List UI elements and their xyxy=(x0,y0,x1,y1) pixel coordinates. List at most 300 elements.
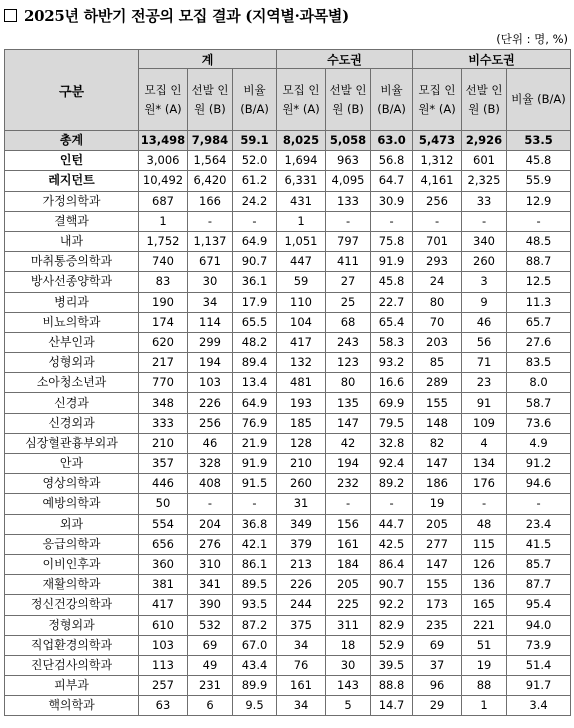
cell-value: 109 xyxy=(462,413,507,433)
row-label: 비뇨의학과 xyxy=(5,312,139,332)
cell-value: 5 xyxy=(326,696,371,716)
row-label: 가정의학과 xyxy=(5,191,139,211)
cell-value: 34 xyxy=(277,635,326,655)
cell-value: 103 xyxy=(139,635,188,655)
cell-value: 1,752 xyxy=(139,231,188,251)
row-label: 심장혈관흉부외과 xyxy=(5,433,139,453)
cell-value: 65.4 xyxy=(371,312,413,332)
cell-value: - xyxy=(507,211,571,231)
row-label: 정신건강의학과 xyxy=(5,595,139,615)
cell-value: 92.2 xyxy=(371,595,413,615)
cell-value: 620 xyxy=(139,332,188,352)
header-category: 구분 xyxy=(5,50,139,131)
cell-value: 76 xyxy=(277,655,326,675)
cell-value: 194 xyxy=(326,454,371,474)
cell-value: 55.9 xyxy=(507,171,571,191)
cell-value: 45.8 xyxy=(371,272,413,292)
row-label: 인턴 xyxy=(5,151,139,171)
cell-value: 46 xyxy=(188,433,233,453)
cell-value: 289 xyxy=(413,373,462,393)
cell-value: 204 xyxy=(188,514,233,534)
cell-value: 447 xyxy=(277,252,326,272)
cell-value: 5,473 xyxy=(413,131,462,151)
header-group-total: 계 xyxy=(139,50,277,69)
cell-value: 554 xyxy=(139,514,188,534)
header-group-capital: 수도권 xyxy=(277,50,413,69)
cell-value: 64.9 xyxy=(233,231,277,251)
cell-value: 42 xyxy=(326,433,371,453)
table-row xyxy=(5,635,571,655)
cell-value: 39.5 xyxy=(371,655,413,675)
cell-value: 89.9 xyxy=(233,676,277,696)
cell-value: 1 xyxy=(462,696,507,716)
cell-value: 134 xyxy=(462,454,507,474)
cell-value: 48 xyxy=(462,514,507,534)
cell-value: 186 xyxy=(413,474,462,494)
cell-value: 30 xyxy=(326,655,371,675)
row-label: 이비인후과 xyxy=(5,554,139,574)
cell-value: 4,161 xyxy=(413,171,462,191)
cell-value: 5,058 xyxy=(326,131,371,151)
cell-value: 52.9 xyxy=(371,635,413,655)
cell-value: 30 xyxy=(188,272,233,292)
cell-value: 19 xyxy=(413,494,462,514)
cell-value: 45.8 xyxy=(507,151,571,171)
table-row xyxy=(5,292,571,312)
cell-value: 95.4 xyxy=(507,595,571,615)
cell-value: 31 xyxy=(277,494,326,514)
cell-value: 63.0 xyxy=(371,131,413,151)
cell-value: 73.9 xyxy=(507,635,571,655)
cell-value: 276 xyxy=(188,534,233,554)
cell-value: 76.9 xyxy=(233,413,277,433)
cell-value: 27 xyxy=(326,272,371,292)
cell-value: 24 xyxy=(413,272,462,292)
cell-value: 91.9 xyxy=(371,252,413,272)
table-row xyxy=(5,534,571,554)
cell-value: - xyxy=(413,211,462,231)
cell-value: 155 xyxy=(413,393,462,413)
cell-value: 48.5 xyxy=(507,231,571,251)
cell-value: 235 xyxy=(413,615,462,635)
table-row xyxy=(5,454,571,474)
cell-value: 4 xyxy=(462,433,507,453)
cell-value: 333 xyxy=(139,413,188,433)
table-row xyxy=(5,514,571,534)
cell-value: 1,564 xyxy=(188,151,233,171)
table-row xyxy=(5,353,571,373)
row-label: 진단검사의학과 xyxy=(5,655,139,675)
unit-note: (단위 : 명, %) xyxy=(496,32,568,46)
cell-value: 2,325 xyxy=(462,171,507,191)
cell-value: 65.7 xyxy=(507,312,571,332)
cell-value: 256 xyxy=(188,413,233,433)
cell-value: 299 xyxy=(188,332,233,352)
cell-value: 203 xyxy=(413,332,462,352)
cell-value: 1 xyxy=(277,211,326,231)
cell-value: 89.5 xyxy=(233,575,277,595)
cell-value: 190 xyxy=(139,292,188,312)
table-row xyxy=(5,554,571,574)
row-label: 결핵과 xyxy=(5,211,139,231)
cell-value: 147 xyxy=(326,413,371,433)
cell-value: 147 xyxy=(413,454,462,474)
cell-value: 103 xyxy=(188,373,233,393)
table-row xyxy=(5,171,571,191)
cell-value: 46 xyxy=(462,312,507,332)
cell-value: 136 xyxy=(462,575,507,595)
cell-value: 12.9 xyxy=(507,191,571,211)
header-sub-ratio: 비율 (B/A) xyxy=(371,69,413,131)
cell-value: 86.1 xyxy=(233,554,277,574)
cell-value: - xyxy=(371,494,413,514)
row-label: 핵의학과 xyxy=(5,696,139,716)
cell-value: 165 xyxy=(462,595,507,615)
row-label: 재활의학과 xyxy=(5,575,139,595)
cell-value: 79.5 xyxy=(371,413,413,433)
cell-value: 10,492 xyxy=(139,171,188,191)
cell-value: 126 xyxy=(462,554,507,574)
header-sub-ratio: 비율 (B/A) xyxy=(233,69,277,131)
cell-value: 205 xyxy=(326,575,371,595)
cell-value: 260 xyxy=(462,252,507,272)
header-sub-selected: 선발 인원 (B) xyxy=(462,69,507,131)
cell-value: 51 xyxy=(462,635,507,655)
cell-value: 132 xyxy=(277,353,326,373)
table-row xyxy=(5,252,571,272)
cell-value: 87.7 xyxy=(507,575,571,595)
cell-value: 156 xyxy=(326,514,371,534)
cell-value: 210 xyxy=(277,454,326,474)
cell-value: 86.4 xyxy=(371,554,413,574)
cell-value: 75.8 xyxy=(371,231,413,251)
table-row xyxy=(5,413,571,433)
cell-value: 48.2 xyxy=(233,332,277,352)
cell-value: 64.9 xyxy=(233,393,277,413)
cell-value: 3 xyxy=(462,272,507,292)
cell-value: 93.2 xyxy=(371,353,413,373)
header-sub-selected: 선발 인원 (B) xyxy=(188,69,233,131)
row-label: 피부과 xyxy=(5,676,139,696)
table-row xyxy=(5,655,571,675)
cell-value: 88.8 xyxy=(371,676,413,696)
table-row xyxy=(5,595,571,615)
header-sub-recruit: 모집 인원* (A) xyxy=(139,69,188,131)
cell-value: 217 xyxy=(139,353,188,373)
row-label: 내과 xyxy=(5,231,139,251)
cell-value: 43.4 xyxy=(233,655,277,675)
cell-value: 446 xyxy=(139,474,188,494)
cell-value: 61.2 xyxy=(233,171,277,191)
cell-value: 226 xyxy=(277,575,326,595)
cell-value: 53.5 xyxy=(507,131,571,151)
table-row xyxy=(5,696,571,716)
cell-value: 176 xyxy=(462,474,507,494)
cell-value: - xyxy=(188,211,233,231)
row-label: 총계 xyxy=(5,131,139,151)
cell-value: 12.5 xyxy=(507,272,571,292)
cell-value: - xyxy=(507,494,571,514)
cell-value: 68 xyxy=(326,312,371,332)
cell-value: 44.7 xyxy=(371,514,413,534)
row-label: 영상의학과 xyxy=(5,474,139,494)
cell-value: 256 xyxy=(413,191,462,211)
cell-value: - xyxy=(188,494,233,514)
table-row xyxy=(5,211,571,231)
cell-value: 85 xyxy=(413,353,462,373)
cell-value: 115 xyxy=(462,534,507,554)
cell-value: 58.3 xyxy=(371,332,413,352)
cell-value: 64.7 xyxy=(371,171,413,191)
cell-value: 27.6 xyxy=(507,332,571,352)
cell-value: - xyxy=(371,211,413,231)
header-sub-recruit: 모집 인원* (A) xyxy=(277,69,326,131)
row-label: 병리과 xyxy=(5,292,139,312)
table-row xyxy=(5,433,571,453)
cell-value: 226 xyxy=(188,393,233,413)
row-label: 방사선종양학과 xyxy=(5,272,139,292)
cell-value: 205 xyxy=(413,514,462,534)
cell-value: 340 xyxy=(462,231,507,251)
cell-value: 18 xyxy=(326,635,371,655)
cell-value: 23.4 xyxy=(507,514,571,534)
cell-value: 19 xyxy=(462,655,507,675)
cell-value: 94.6 xyxy=(507,474,571,494)
cell-value: 89.4 xyxy=(233,353,277,373)
cell-value: 69.9 xyxy=(371,393,413,413)
cell-value: 257 xyxy=(139,676,188,696)
cell-value: 166 xyxy=(188,191,233,211)
cell-value: 4,095 xyxy=(326,171,371,191)
row-label: 신경외과 xyxy=(5,413,139,433)
cell-value: 147 xyxy=(413,554,462,574)
cell-value: 69 xyxy=(413,635,462,655)
cell-value: 17.9 xyxy=(233,292,277,312)
cell-value: 431 xyxy=(277,191,326,211)
cell-value: 59 xyxy=(277,272,326,292)
cell-value: 244 xyxy=(277,595,326,615)
cell-value: 33 xyxy=(462,191,507,211)
cell-value: 184 xyxy=(326,554,371,574)
row-label: 레지던트 xyxy=(5,171,139,191)
cell-value: 213 xyxy=(277,554,326,574)
cell-value: 390 xyxy=(188,595,233,615)
cell-value: 687 xyxy=(139,191,188,211)
table-row xyxy=(5,151,571,171)
cell-value: 381 xyxy=(139,575,188,595)
cell-value: 89.2 xyxy=(371,474,413,494)
cell-value: 63 xyxy=(139,696,188,716)
cell-value: 232 xyxy=(326,474,371,494)
cell-value: 32.8 xyxy=(371,433,413,453)
cell-value: 96 xyxy=(413,676,462,696)
cell-value: 85.7 xyxy=(507,554,571,574)
cell-value: 91.2 xyxy=(507,454,571,474)
cell-value: 36.1 xyxy=(233,272,277,292)
cell-value: 408 xyxy=(188,474,233,494)
cell-value: 13,498 xyxy=(139,131,188,151)
table-row xyxy=(5,615,571,635)
cell-value: 193 xyxy=(277,393,326,413)
cell-value: 80 xyxy=(326,373,371,393)
cell-value: 110 xyxy=(277,292,326,312)
cell-value: 87.2 xyxy=(233,615,277,635)
cell-value: 481 xyxy=(277,373,326,393)
row-label: 산부인과 xyxy=(5,332,139,352)
cell-value: 161 xyxy=(326,534,371,554)
cell-value: 601 xyxy=(462,151,507,171)
table-row xyxy=(5,474,571,494)
cell-value: 133 xyxy=(326,191,371,211)
cell-value: 341 xyxy=(188,575,233,595)
cell-value: 3,006 xyxy=(139,151,188,171)
cell-value: 174 xyxy=(139,312,188,332)
cell-value: 210 xyxy=(139,433,188,453)
cell-value: 42.5 xyxy=(371,534,413,554)
cell-value: 21.9 xyxy=(233,433,277,453)
table-row xyxy=(5,494,571,514)
cell-value: 37 xyxy=(413,655,462,675)
table-row xyxy=(5,676,571,696)
cell-value: 231 xyxy=(188,676,233,696)
cell-value: 114 xyxy=(188,312,233,332)
cell-value: 73.6 xyxy=(507,413,571,433)
cell-value: 41.5 xyxy=(507,534,571,554)
table-row xyxy=(5,575,571,595)
row-label: 소아청소년과 xyxy=(5,373,139,393)
cell-value: 128 xyxy=(277,433,326,453)
cell-value: 671 xyxy=(188,252,233,272)
cell-value: 91.5 xyxy=(233,474,277,494)
row-label: 성형외과 xyxy=(5,353,139,373)
table-row xyxy=(5,332,571,352)
cell-value: 194 xyxy=(188,353,233,373)
cell-value: 104 xyxy=(277,312,326,332)
cell-value: 173 xyxy=(413,595,462,615)
cell-value: 656 xyxy=(139,534,188,554)
row-label: 마취통증의학과 xyxy=(5,252,139,272)
checkbox-icon xyxy=(4,9,17,22)
cell-value: 16.6 xyxy=(371,373,413,393)
cell-value: 260 xyxy=(277,474,326,494)
cell-value: 740 xyxy=(139,252,188,272)
cell-value: 34 xyxy=(277,696,326,716)
cell-value: 67.0 xyxy=(233,635,277,655)
cell-value: 9.5 xyxy=(233,696,277,716)
page-title xyxy=(4,4,349,26)
header-sub-recruit: 모집 인원* (A) xyxy=(413,69,462,131)
cell-value: 360 xyxy=(139,554,188,574)
row-label: 응급의학과 xyxy=(5,534,139,554)
table-body xyxy=(5,131,571,716)
cell-value: 8.0 xyxy=(507,373,571,393)
cell-value: 797 xyxy=(326,231,371,251)
cell-value: 243 xyxy=(326,332,371,352)
cell-value: 113 xyxy=(139,655,188,675)
cell-value: 22.7 xyxy=(371,292,413,312)
cell-value: 1,312 xyxy=(413,151,462,171)
cell-value: 6,331 xyxy=(277,171,326,191)
cell-value: 701 xyxy=(413,231,462,251)
cell-value: 1,694 xyxy=(277,151,326,171)
cell-value: 375 xyxy=(277,615,326,635)
cell-value: 91.7 xyxy=(507,676,571,696)
cell-value: 13.4 xyxy=(233,373,277,393)
cell-value: 328 xyxy=(188,454,233,474)
cell-value: 143 xyxy=(326,676,371,696)
cell-value: 155 xyxy=(413,575,462,595)
cell-value: 349 xyxy=(277,514,326,534)
cell-value: - xyxy=(462,494,507,514)
cell-value: 963 xyxy=(326,151,371,171)
header-group-noncapital: 비수도권 xyxy=(413,50,571,69)
cell-value: 69 xyxy=(188,635,233,655)
cell-value: 30.9 xyxy=(371,191,413,211)
cell-value: 3.4 xyxy=(507,696,571,716)
cell-value: 49 xyxy=(188,655,233,675)
cell-value: 311 xyxy=(326,615,371,635)
cell-value: 80 xyxy=(413,292,462,312)
cell-value: 379 xyxy=(277,534,326,554)
cell-value: 9 xyxy=(462,292,507,312)
cell-value: 221 xyxy=(462,615,507,635)
cell-value: 82.9 xyxy=(371,615,413,635)
cell-value: 14.7 xyxy=(371,696,413,716)
cell-value: 357 xyxy=(139,454,188,474)
cell-value: 293 xyxy=(413,252,462,272)
cell-value: 91.9 xyxy=(233,454,277,474)
table-row xyxy=(5,231,571,251)
row-label: 예방의학과 xyxy=(5,494,139,514)
cell-value: 82 xyxy=(413,433,462,453)
cell-value: 83 xyxy=(139,272,188,292)
cell-value: 7,984 xyxy=(188,131,233,151)
cell-value: 91 xyxy=(462,393,507,413)
cell-value: 770 xyxy=(139,373,188,393)
cell-value: 277 xyxy=(413,534,462,554)
cell-value: 417 xyxy=(139,595,188,615)
table-row xyxy=(5,272,571,292)
row-label: 신경과 xyxy=(5,393,139,413)
cell-value: 135 xyxy=(326,393,371,413)
cell-value: 83.5 xyxy=(507,353,571,373)
table-row xyxy=(5,191,571,211)
cell-value: - xyxy=(326,211,371,231)
cell-value: - xyxy=(326,494,371,514)
cell-value: 92.4 xyxy=(371,454,413,474)
cell-value: 123 xyxy=(326,353,371,373)
cell-value: 25 xyxy=(326,292,371,312)
table-row xyxy=(5,131,571,151)
cell-value: 42.1 xyxy=(233,534,277,554)
title-text: 2025년 하반기 전공의 모집 결과 (지역별·과목별) xyxy=(24,6,349,25)
cell-value: - xyxy=(462,211,507,231)
cell-value: 1 xyxy=(139,211,188,231)
cell-value: 58.7 xyxy=(507,393,571,413)
cell-value: 51.4 xyxy=(507,655,571,675)
cell-value: 34 xyxy=(188,292,233,312)
cell-value: - xyxy=(233,494,277,514)
cell-value: 148 xyxy=(413,413,462,433)
cell-value: 6 xyxy=(188,696,233,716)
cell-value: 161 xyxy=(277,676,326,696)
cell-value: 8,025 xyxy=(277,131,326,151)
cell-value: 94.0 xyxy=(507,615,571,635)
row-label: 안과 xyxy=(5,454,139,474)
cell-value: 88.7 xyxy=(507,252,571,272)
cell-value: 36.8 xyxy=(233,514,277,534)
table-row xyxy=(5,373,571,393)
